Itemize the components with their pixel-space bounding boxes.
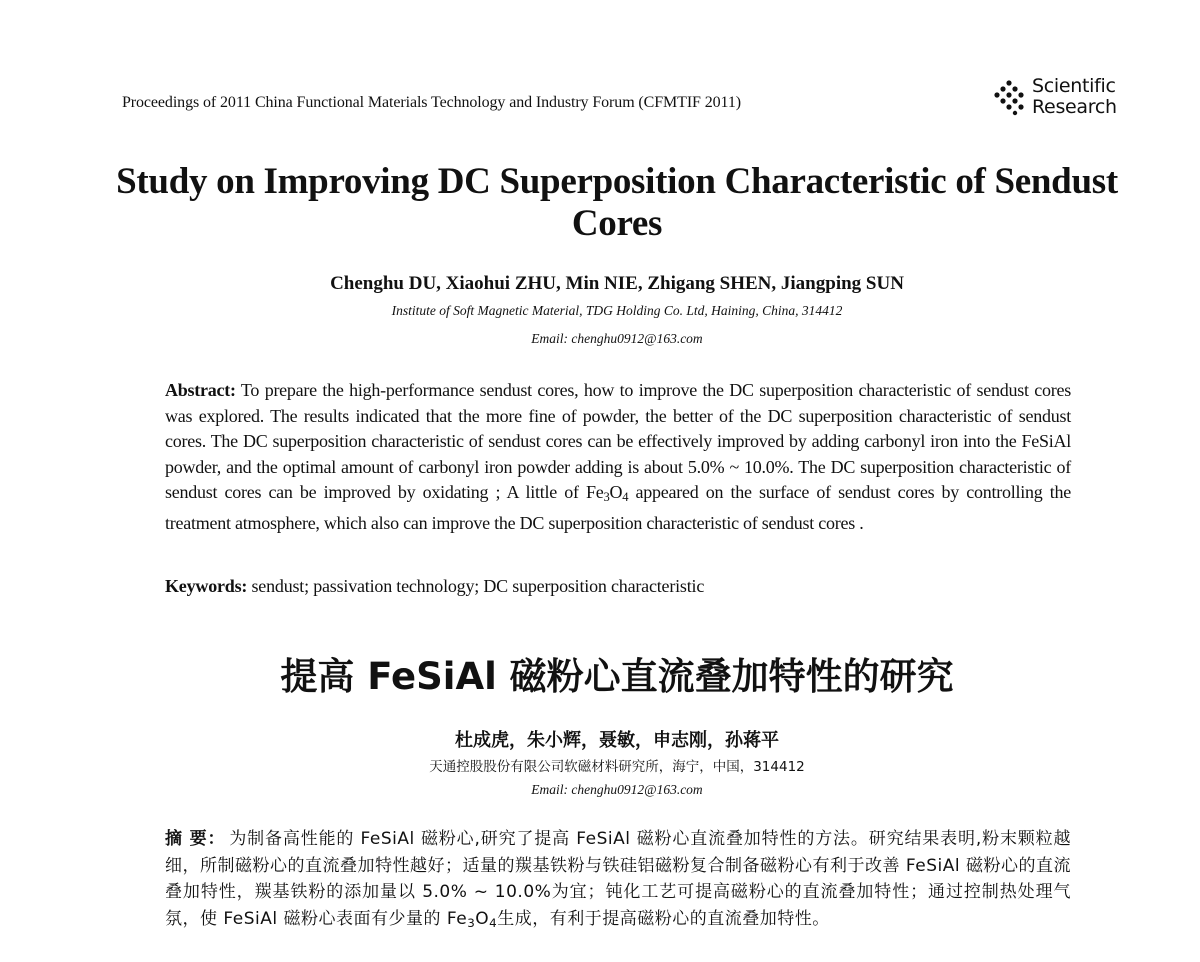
paper-title-en: Study on Improving DC Superposition Characteristic of Sendust Cores <box>116 161 1118 244</box>
abstract-oxygen: O <box>609 482 623 503</box>
affiliation-cn: 天通控股股份有限公司软磁材料研究所，海宁，中国，314412 <box>429 759 805 775</box>
authors-cn: 杜成虎，朱小辉，聂敏，申志刚，孙蒋平 <box>455 730 779 751</box>
keywords-label: Keywords: <box>165 576 248 596</box>
abstract-label: Abstract: <box>165 380 236 400</box>
abstract-cn-subscript-4: 4 <box>489 915 498 930</box>
abstract-text-part1: To prepare the high-performance sendust cores, how to improve the DC superposition characteristic of sendust cores was explored. The results indicated that the more fine of powder, the better of the DC superposition characteristic of sendust cores. The DC superposition characteristic of sendust cores can be effectively improved by adding carbonyl iron into the FeSiAl powder, and the optimal amount of carbonyl iron powder adding is about 5.0% ~ 10.0%. The DC superposition characteristic of sendust cores can be improved by oxidating ; A little of Fe <box>165 380 1071 503</box>
proceedings-header: Proceedings of 2011 China Functional Materials Technology and Industry Forum (CFMTIF 2011) <box>122 94 741 111</box>
logo-line-scientific: Scientific <box>1032 75 1116 97</box>
abstract-subscript-3: 3 <box>603 490 610 505</box>
abstract-cn-oxygen: O <box>475 908 490 929</box>
keywords-text: sendust; passivation technology; DC superposition characteristic <box>247 576 705 596</box>
abstract-subscript-4: 4 <box>622 490 629 505</box>
logo-line-research: Research <box>1032 96 1117 118</box>
abstract-cn-part2: 生成，有利于提高磁粉心的直流叠加特性。 <box>497 908 830 929</box>
abstract-cn <box>165 826 1071 936</box>
abstract-label-cn: 摘 要： <box>165 829 226 849</box>
abstract-text-part2: appeared on the surface of sendust cores by controlling the treatment atmosphere, which also can improve the DC superposition characteristic of sendust cores . <box>165 482 1071 534</box>
abstract-cn-part1: 为制备高性能的 FeSiAl 磁粉心,研究了提高 FeSiAl 磁粉心直流叠加特性的方法。研究结果表明,粉末颗粒越细，所制磁粉心的直流叠加特性越好；适量的羰基铁粉与铁硅铝磁粉复合制备磁粉心有利于改善 FeSiAl 磁粉心的直流叠加特性，羰基铁粉的添加量以 5.0% ~ 10.0%为宜；钝化工艺可提高磁粉心的直流叠加特性；通过控制热处理气氛，使 FeSiAl 磁粉心表面有少量的 Fe <box>165 829 1071 929</box>
authors-en: Chenghu DU, Xiaohui ZHU, Min NIE, Zhigang SHEN, Jiangping SUN <box>330 273 904 294</box>
email-cn: Email: chenghu0912@163.com <box>531 782 703 797</box>
keywords-en <box>165 576 1071 597</box>
publisher-logo <box>990 76 1117 118</box>
paper-title-cn: 提高 FeSiAl 磁粉心直流叠加特性的研究 <box>280 655 954 698</box>
email-en: Email: chenghu0912@163.com <box>531 331 703 346</box>
abstract-en <box>165 378 1071 537</box>
abstract-cn-subscript-3: 3 <box>467 915 476 930</box>
logo-text <box>1032 76 1117 118</box>
affiliation-en: Institute of Soft Magnetic Material, TDG Holding Co. Ltd, Haining, China, 314412 <box>391 303 843 318</box>
scientific-research-logo-icon <box>990 78 1028 116</box>
